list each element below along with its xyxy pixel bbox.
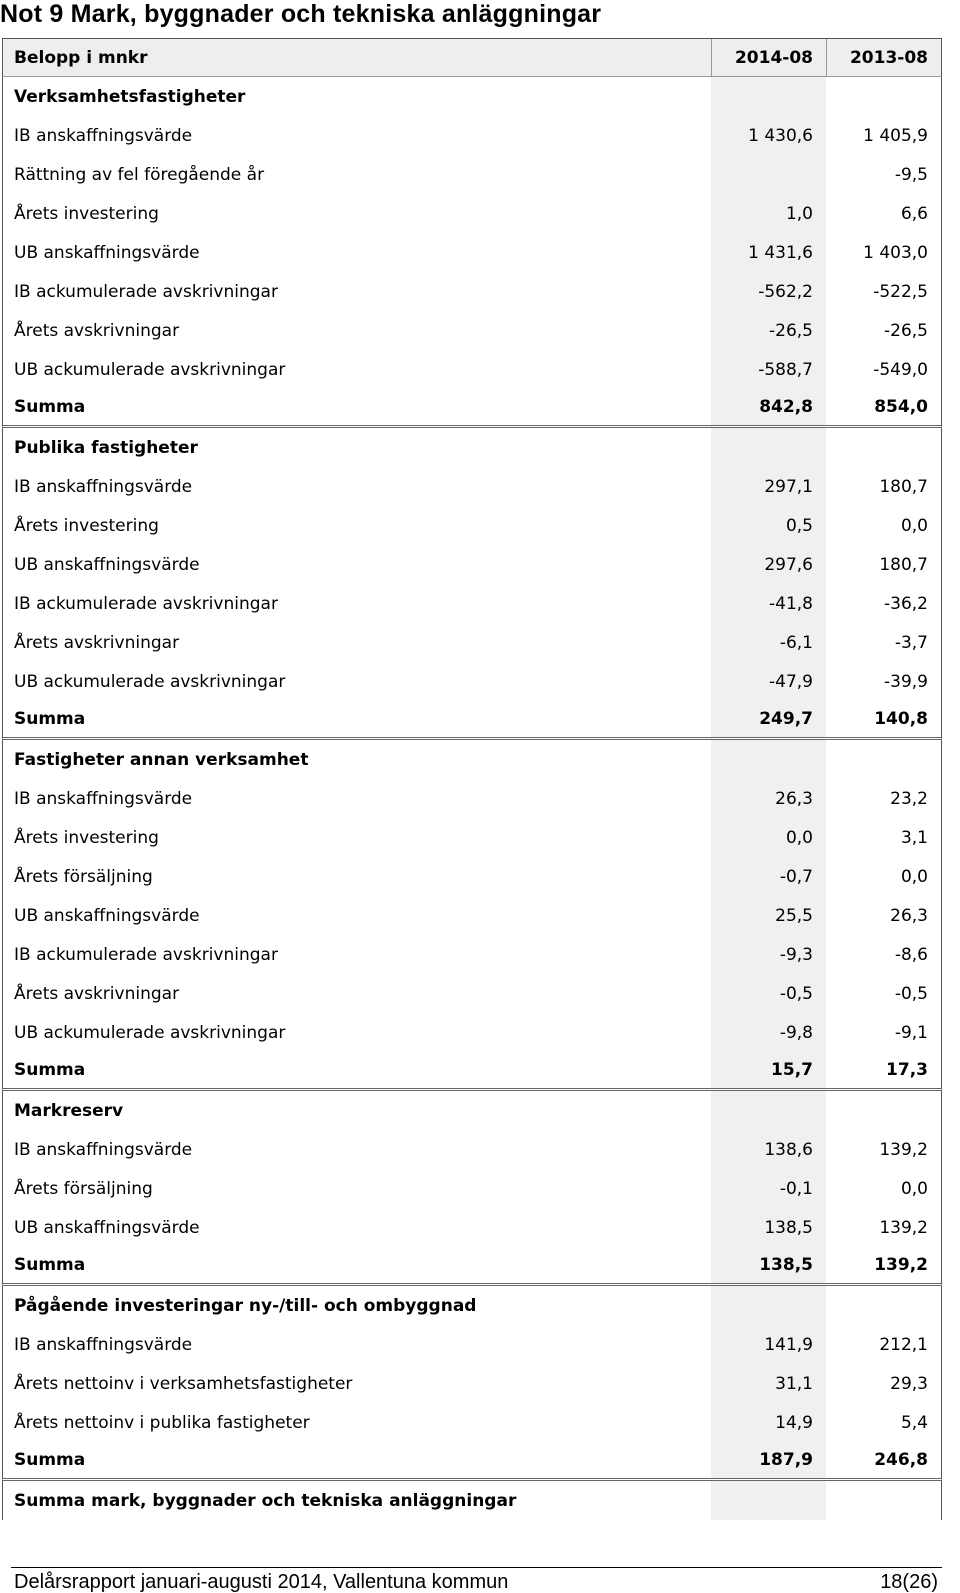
- value-2014: -9,3: [711, 935, 826, 974]
- value-2014: -41,8: [711, 584, 826, 623]
- row-label: Årets investering: [14, 827, 159, 848]
- value-2014: 15,7: [711, 1052, 826, 1088]
- row-label: Årets nettoinv i publika fastigheter: [14, 1412, 310, 1433]
- row-label: Markreserv: [14, 1100, 124, 1121]
- grand-total-row: [2, 1481, 942, 1520]
- row-label: Summa: [14, 709, 86, 729]
- table-row: [2, 155, 942, 194]
- value-2014: -6,1: [711, 623, 826, 662]
- value-2013: -9,5: [894, 164, 928, 185]
- table-row: [2, 311, 942, 350]
- row-label: Årets investering: [14, 515, 159, 536]
- table-body: [2, 77, 942, 1520]
- header-col-2013: 2013-08: [826, 39, 941, 76]
- table-row: [2, 1169, 942, 1208]
- table-row: [2, 545, 942, 584]
- value-2014: -588,7: [711, 350, 826, 389]
- value-2014: 297,6: [711, 545, 826, 584]
- value-2013: -549,0: [873, 359, 928, 380]
- row-label: Årets försäljning: [14, 1178, 153, 1199]
- row-label: Summa: [14, 1450, 86, 1470]
- value-2014: 1,0: [711, 194, 826, 233]
- value-2013: 5,4: [900, 1412, 928, 1433]
- table-row: [2, 194, 942, 233]
- value-2013: 140,8: [874, 709, 928, 729]
- row-label: IB ackumulerade avskrivningar: [14, 593, 278, 614]
- value-2014: [711, 428, 826, 467]
- value-2014: -26,5: [711, 311, 826, 350]
- value-2014: -47,9: [711, 662, 826, 701]
- row-label: Summa: [14, 1255, 86, 1275]
- table-row: [2, 623, 942, 662]
- value-2014: [711, 155, 826, 194]
- value-2013: -0,5: [894, 983, 928, 1004]
- value-2013: 17,3: [886, 1060, 928, 1080]
- row-label: Årets nettoinv i verksamhetsfastigheter: [14, 1373, 353, 1394]
- value-2013: -26,5: [884, 320, 928, 341]
- value-2014: 187,9: [711, 1442, 826, 1478]
- table-row: [2, 779, 942, 818]
- value-2014: -9,8: [711, 1013, 826, 1052]
- value-2014: -0,7: [711, 857, 826, 896]
- row-label: UB ackumulerade avskrivningar: [14, 1022, 286, 1043]
- table-row: [2, 1325, 942, 1364]
- footer-report-title: Delårsrapport januari-augusti 2014, Vallentuna kommun: [14, 1571, 509, 1593]
- value-2014: [711, 1481, 826, 1520]
- row-label: UB anskaffningsvärde: [14, 554, 200, 575]
- value-2014: [711, 77, 826, 116]
- row-label: UB anskaffningsvärde: [14, 905, 200, 926]
- table-header-row: [2, 38, 942, 77]
- row-label: IB anskaffningsvärde: [14, 125, 193, 146]
- table-row: [2, 662, 942, 701]
- table-row: [2, 857, 942, 896]
- row-label: UB anskaffningsvärde: [14, 242, 200, 263]
- table-row: [2, 974, 942, 1013]
- value-2013: 180,7: [879, 554, 928, 575]
- value-2014: [711, 740, 826, 779]
- row-label: Årets försäljning: [14, 866, 153, 887]
- value-2013: [826, 1286, 941, 1325]
- section-heading-row: [2, 77, 942, 116]
- row-label: Årets avskrivningar: [14, 632, 180, 653]
- value-2013: 26,3: [890, 905, 928, 926]
- value-2013: [826, 428, 941, 467]
- row-label: IB ackumulerade avskrivningar: [14, 281, 278, 302]
- value-2013: [826, 77, 941, 116]
- summa-row: [2, 1442, 942, 1481]
- table-row: [2, 935, 942, 974]
- value-2013: 139,2: [879, 1217, 928, 1238]
- row-label: UB anskaffningsvärde: [14, 1217, 200, 1238]
- table-row: [2, 584, 942, 623]
- value-2014: 26,3: [711, 779, 826, 818]
- row-label: Verksamhetsfastigheter: [14, 86, 246, 107]
- table-row: [2, 1364, 942, 1403]
- value-2013: 0,0: [900, 515, 928, 536]
- value-2013: 180,7: [879, 476, 928, 497]
- table-row: [2, 467, 942, 506]
- value-2013: 139,2: [874, 1255, 928, 1275]
- row-label: IB anskaffningsvärde: [14, 1334, 193, 1355]
- header-col-2014: 2014-08: [711, 39, 826, 76]
- row-label: Fastigheter annan verksamhet: [14, 749, 309, 770]
- value-2014: -0,5: [711, 974, 826, 1013]
- table-row: [2, 350, 942, 389]
- section-heading-row: [2, 740, 942, 779]
- value-2014: [711, 1286, 826, 1325]
- row-label: IB anskaffningsvärde: [14, 476, 193, 497]
- row-label: Årets avskrivningar: [14, 320, 180, 341]
- value-2013: 1 405,9: [863, 125, 928, 146]
- value-2014: 141,9: [711, 1325, 826, 1364]
- table-row: [2, 1403, 942, 1442]
- financial-table: [2, 38, 942, 1520]
- value-2013: 29,3: [890, 1373, 928, 1394]
- value-2013: 3,1: [900, 827, 928, 848]
- value-2014: [711, 1091, 826, 1130]
- page-title: Not 9 Mark, byggnader och tekniska anläggningar: [0, 0, 602, 28]
- value-2013: 139,2: [879, 1139, 928, 1160]
- value-2014: 25,5: [711, 896, 826, 935]
- row-label: Pågående investeringar ny-/till- och ombyggnad: [14, 1295, 477, 1316]
- value-2014: 249,7: [711, 701, 826, 737]
- value-2013: [826, 1091, 941, 1130]
- summa-row: [2, 1052, 942, 1091]
- table-row: [2, 506, 942, 545]
- value-2013: -3,7: [894, 632, 928, 653]
- value-2013: 23,2: [890, 788, 928, 809]
- value-2014: 0,0: [711, 818, 826, 857]
- value-2014: 138,5: [711, 1247, 826, 1283]
- row-label: Årets investering: [14, 203, 159, 224]
- row-label: Årets avskrivningar: [14, 983, 180, 1004]
- row-label: Rättning av fel föregående år: [14, 164, 265, 185]
- table-row: [2, 1208, 942, 1247]
- value-2013: 6,6: [900, 203, 928, 224]
- value-2013: [826, 1481, 941, 1520]
- summa-row: [2, 701, 942, 740]
- value-2014: 14,9: [711, 1403, 826, 1442]
- value-2014: 1 430,6: [711, 116, 826, 155]
- summa-row: [2, 1247, 942, 1286]
- value-2014: 0,5: [711, 506, 826, 545]
- summa-row: [2, 389, 942, 428]
- row-label: Summa mark, byggnader och tekniska anläggningar: [14, 1490, 517, 1511]
- row-label: UB ackumulerade avskrivningar: [14, 671, 286, 692]
- table-row: [2, 272, 942, 311]
- value-2013: 246,8: [874, 1450, 928, 1470]
- value-2014: 842,8: [711, 389, 826, 425]
- row-label: Summa: [14, 1060, 86, 1080]
- header-label: Belopp i mnkr: [14, 47, 148, 68]
- value-2014: 138,6: [711, 1130, 826, 1169]
- section-heading-row: [2, 1091, 942, 1130]
- value-2014: 138,5: [711, 1208, 826, 1247]
- value-2014: 31,1: [711, 1364, 826, 1403]
- row-label: Summa: [14, 397, 86, 417]
- row-label: UB ackumulerade avskrivningar: [14, 359, 286, 380]
- value-2013: 854,0: [874, 397, 928, 417]
- value-2013: -8,6: [894, 944, 928, 965]
- section-heading-row: [2, 1286, 942, 1325]
- section-heading-row: [2, 428, 942, 467]
- row-label: Publika fastigheter: [14, 437, 198, 458]
- table-row: [2, 896, 942, 935]
- value-2013: 0,0: [900, 1178, 928, 1199]
- value-2013: -39,9: [884, 671, 928, 692]
- value-2014: 1 431,6: [711, 233, 826, 272]
- value-2013: 212,1: [879, 1334, 928, 1355]
- value-2014: 297,1: [711, 467, 826, 506]
- footer-divider: [11, 1567, 942, 1568]
- value-2013: -522,5: [873, 281, 928, 302]
- value-2013: [826, 740, 941, 779]
- row-label: IB anskaffningsvärde: [14, 788, 193, 809]
- table-row: [2, 1130, 942, 1169]
- table-row: [2, 116, 942, 155]
- row-label: IB anskaffningsvärde: [14, 1139, 193, 1160]
- table-row: [2, 1013, 942, 1052]
- value-2014: -0,1: [711, 1169, 826, 1208]
- value-2013: 1 403,0: [863, 242, 928, 263]
- value-2013: -36,2: [884, 593, 928, 614]
- value-2013: -9,1: [894, 1022, 928, 1043]
- footer-page-number: 18(26): [880, 1571, 938, 1593]
- table-row: [2, 233, 942, 272]
- value-2014: -562,2: [711, 272, 826, 311]
- table-row: [2, 818, 942, 857]
- row-label: IB ackumulerade avskrivningar: [14, 944, 278, 965]
- value-2013: 0,0: [900, 866, 928, 887]
